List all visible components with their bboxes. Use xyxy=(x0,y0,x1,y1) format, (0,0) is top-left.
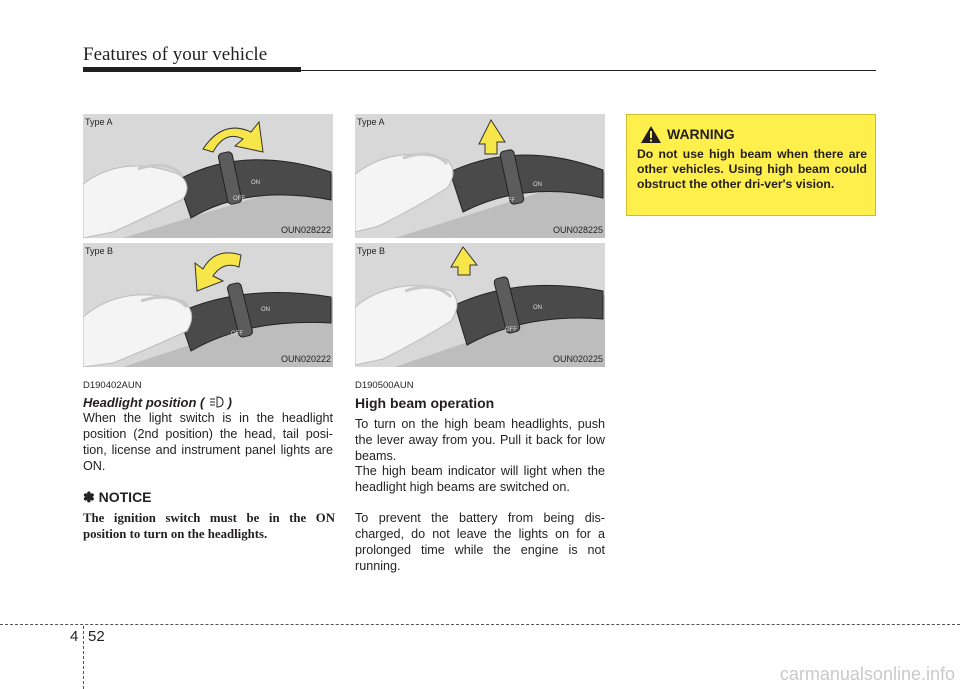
lever-illustration xyxy=(355,243,605,367)
header-bar xyxy=(83,67,301,72)
notice-title: NOTICE xyxy=(98,489,152,505)
figure-code: OUN020222 xyxy=(280,354,331,364)
section-code: D190500AUN xyxy=(355,380,414,391)
subhead-text-before: Headlight position ( xyxy=(83,395,205,410)
figure-type-a-rotate xyxy=(83,114,333,238)
lever-label-off: OFF xyxy=(503,198,515,204)
warning-triangle-icon xyxy=(640,125,662,144)
lever-label-on: ON xyxy=(261,307,270,313)
subhead-text-after: ) xyxy=(227,395,232,410)
header-rule xyxy=(301,70,876,71)
headlight-position-subhead xyxy=(83,395,232,410)
lever-label-off: OFF xyxy=(505,327,517,333)
figure-type-b-rotate xyxy=(83,243,333,367)
lever-label-on: ON xyxy=(533,182,542,188)
chapter-number: 4 xyxy=(70,628,79,645)
page-number: 52 xyxy=(88,628,105,645)
page-header-title: Features of your vehicle xyxy=(83,44,268,65)
lever-label-off: OFF xyxy=(231,331,243,337)
warning-box xyxy=(626,114,876,216)
lever-label-off: OFF xyxy=(233,196,245,202)
figure-type-a-push xyxy=(355,114,605,238)
figure-type-b-push xyxy=(355,243,605,367)
figure-type-label: Type A xyxy=(85,117,113,127)
notice-text: The ignition switch must be in the ON position to turn on the headlights. xyxy=(83,511,335,541)
lever-illustration xyxy=(83,114,333,238)
watermark-text: carmanualsonline.info xyxy=(779,664,955,684)
figure-code: OUN020225 xyxy=(552,354,603,364)
warning-title: WARNING xyxy=(667,126,735,142)
lever-illustration xyxy=(83,243,333,367)
figure-code: OUN028225 xyxy=(552,225,603,235)
lever-illustration xyxy=(355,114,605,238)
warning-text: Do not use high beam when there are other vehicles. Using high beam could obstruct the other dri-ver's vision. xyxy=(637,147,867,191)
footer-rule xyxy=(0,624,960,625)
lever-label-on: ON xyxy=(533,305,542,311)
figure-type-label: Type B xyxy=(357,246,386,256)
figure-type-label: Type A xyxy=(357,117,385,127)
figure-code: OUN028222 xyxy=(280,225,331,235)
footer-divider xyxy=(83,626,84,689)
high-beam-heading: High beam operation xyxy=(355,395,495,411)
headlight-icon xyxy=(208,396,224,408)
headlight-position-body: When the light switch is in the headlight position (2nd position) the head, tail posi-tion, license and instrument panel lights are ON. xyxy=(83,411,333,473)
figure-type-label: Type B xyxy=(85,246,114,256)
high-beam-paragraph-1: To turn on the high beam headlights, push the lever away from you. Pull it back for low beams. xyxy=(355,417,605,463)
section-code: D190402AUN xyxy=(83,380,142,391)
lever-label-on: ON xyxy=(251,180,260,186)
notice-heading xyxy=(83,489,152,506)
high-beam-paragraph-2: The high beam indicator will light when the headlight high beams are switched on. xyxy=(355,464,605,494)
high-beam-paragraph-3: To prevent the battery from being dis-charged, do not leave the lights on for a prolonged time while the engine is not running. xyxy=(355,511,605,573)
notice-symbol: ✽ xyxy=(83,489,95,505)
